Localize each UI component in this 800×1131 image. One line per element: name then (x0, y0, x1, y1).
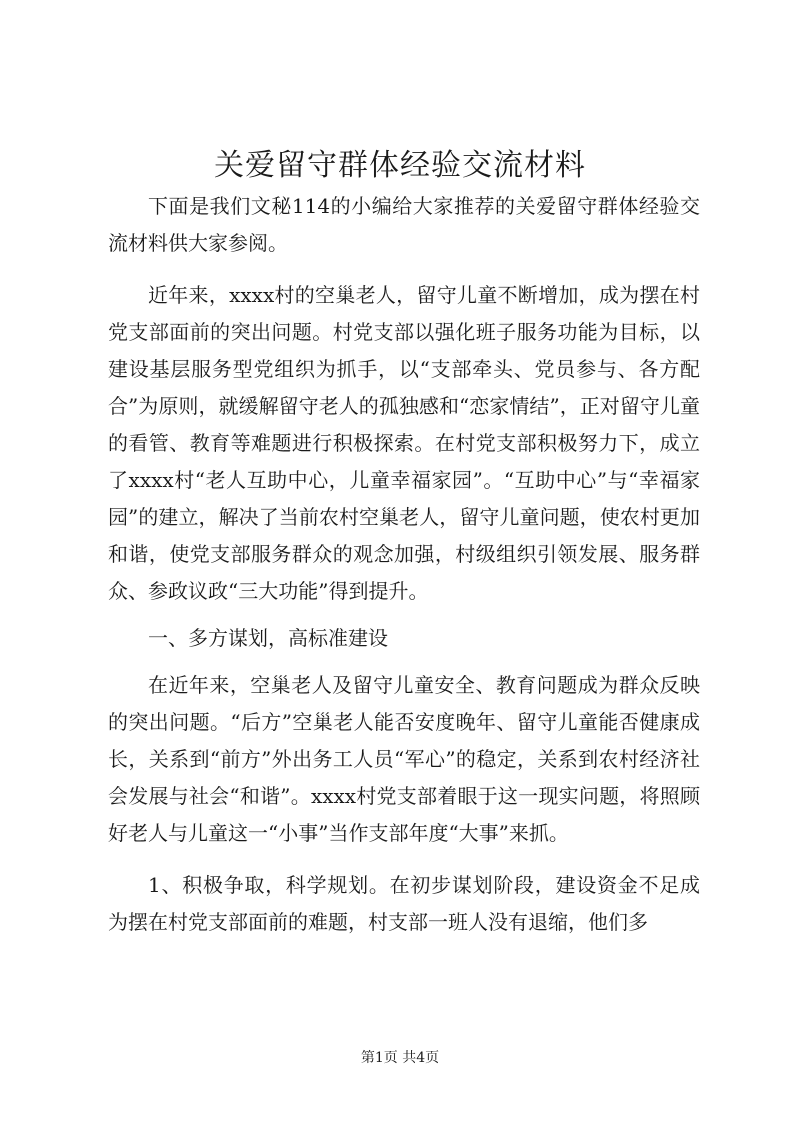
document-title: 关爱留守群体经验交流材料 (214, 148, 586, 183)
paragraph-background: 近年来，xxxx村的空巢老人，留守儿童不断增加，成为摆在村党支部面前的突出问题。村党支部以强化班子服务功能为目标，以建设基层服务型党组织为抓手，以“支部牵头、党员参与、各方配合”为原则，就缓解留守老人的孤独感和“恋家情结”，正对留守儿童的看管、教育等难题进行积极探索。在村党支部积极努力下，成立了xxxx村“老人互助中心，儿童幸福家园”。“互助中心”与“幸福家园”的建立，解决了当前农村空巢老人，留守儿童问题，使农村更加和谐，使党支部服务群众的观念加强，村级组织引领发展、服务群众、参政议政“三大功能”得到提升。 (108, 283, 700, 603)
paragraph-intro: 下面是我们文秘114的小编给大家推荐的关爱留守群体经验交流材料供大家参阅。 (108, 194, 700, 255)
paragraph-section-1: 在近年来，空巢老人及留守儿童安全、教育问题成为群众反映的突出问题。“后方”空巢老人能否安度晚年、留守儿童能否健康成长，关系到“前方”外出务工人员“军心”的稳定，关系到农村经济社会发展与社会“和谐”。xxxx村党支部着眼于这一现实问题，将照顾好老人与儿童这一“小事”当作支部年度“大事”来抓。 (108, 673, 700, 845)
page-number-footer: 第1页 共4页 (360, 1050, 440, 1066)
paragraph-item-1: 1、积极争取，科学规划。在初步谋划阶段，建设资金不足成为摆在村党支部面前的难题，村支部一班人没有退缩，他们多 (108, 873, 700, 934)
document-body (108, 188, 700, 941)
section-heading-1: 一、多方谋划，高标准建设 (148, 626, 388, 650)
